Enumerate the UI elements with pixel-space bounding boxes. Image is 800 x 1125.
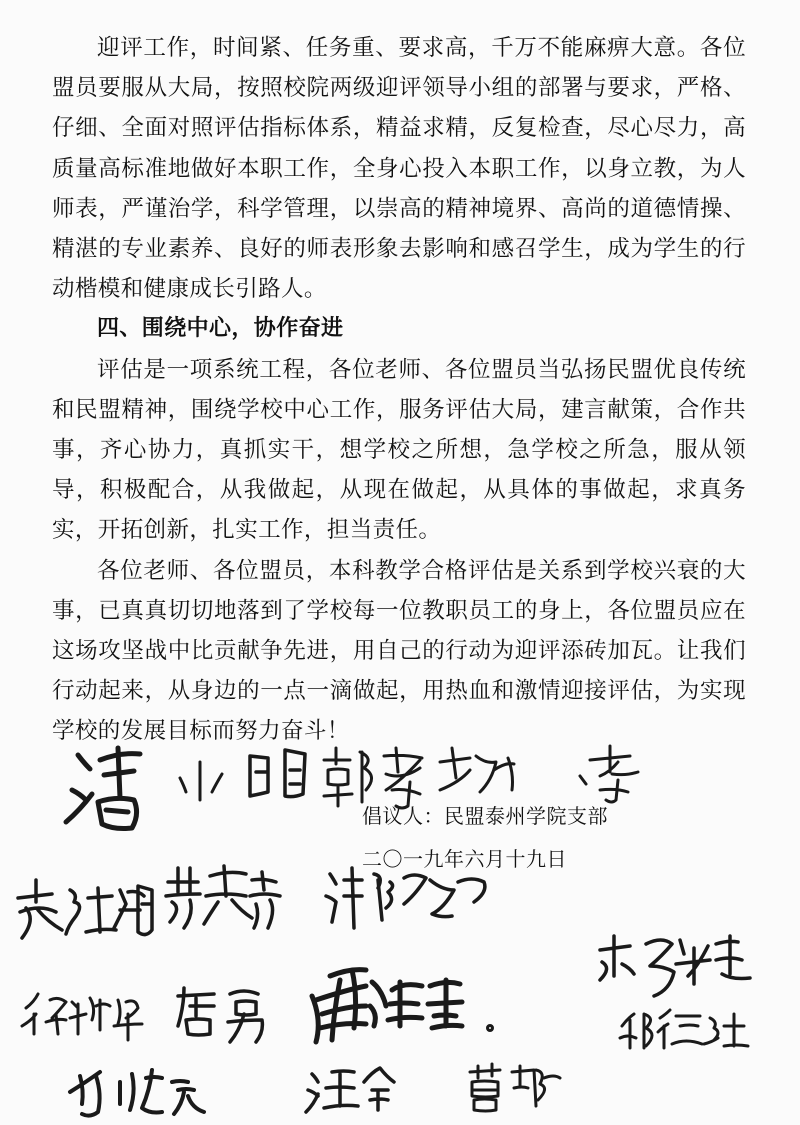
signature-han — [312, 970, 492, 1042]
signature-yang — [600, 936, 750, 996]
paragraph-call-to-action: 各位老师、各位盟员，本科教学合格评估是关系到学校兴衰的大事，已真真切切地落到了学校每一位教职员工的身上，各位盟员应在这场攻坚战中比贡献争先进，用自己的行动为迎评添砖加瓦。让我们行动起来，从身边的一点一滴做起，用热血和激情迎接评估，为实现学校的发展目标而努力奋斗！ — [52, 557, 746, 745]
document-body — [52, 28, 746, 752]
signature-tang-yong — [178, 988, 262, 1042]
signature-cao — [470, 1064, 560, 1111]
section-heading-four: 四、围绕中心，协作奋进 — [97, 316, 344, 342]
signature-li-2 — [440, 748, 514, 792]
signature-wang — [306, 1068, 394, 1112]
signature-li-3 — [580, 746, 638, 802]
paragraph-systematic-project: 评估是一项系统工程，各位老师、各位盟员当弘扬民盟优良传统和民盟精神，围绕学校中心工作，服务评估大局，建言献策，合作共事，齐心协力，真抓实干，想学校之所想，急学校之所急，服从领导，积极配合，从我做起，从现在做起，从具体的事做起，求真务实，开拓创新，扎实工作，担当责任。 — [52, 356, 746, 544]
paragraph-evaluation-work: 迎评工作，时间紧、任务重、要求高，千万不能麻痹大意。各位盟员要服从大局，按照校院两级迎评领导小组的部署与要求，严格、仔细、全面对照评估指标体系，精益求精，反复检查，尽心尽力，高质量高标准地做好本职工作，全身心投入本职工作，以身立教，为人师表，严谨治学，科学管理，以崇高的精神境界、高尚的道德情操、精湛的专业素养、良好的师表形象去影响和感召学生，成为学生的行动楷模和健康成长引路人。 — [52, 35, 746, 303]
date-line: 二〇一九年六月十九日 — [362, 847, 567, 871]
signature-pan-xiaoming — [66, 748, 305, 829]
initiator-line: 倡议人：民盟泰州学院支部 — [362, 804, 608, 828]
signature-xie — [326, 868, 485, 928]
signature-liu — [70, 1070, 204, 1116]
signature-qiu-dehong — [620, 1010, 748, 1048]
signature-guo — [324, 748, 372, 806]
signature-li-1 — [384, 748, 422, 808]
signature-huang-chun — [166, 866, 280, 928]
signature-yuan-hongjuan — [18, 880, 152, 938]
signature-xu-xinhua — [22, 994, 142, 1040]
